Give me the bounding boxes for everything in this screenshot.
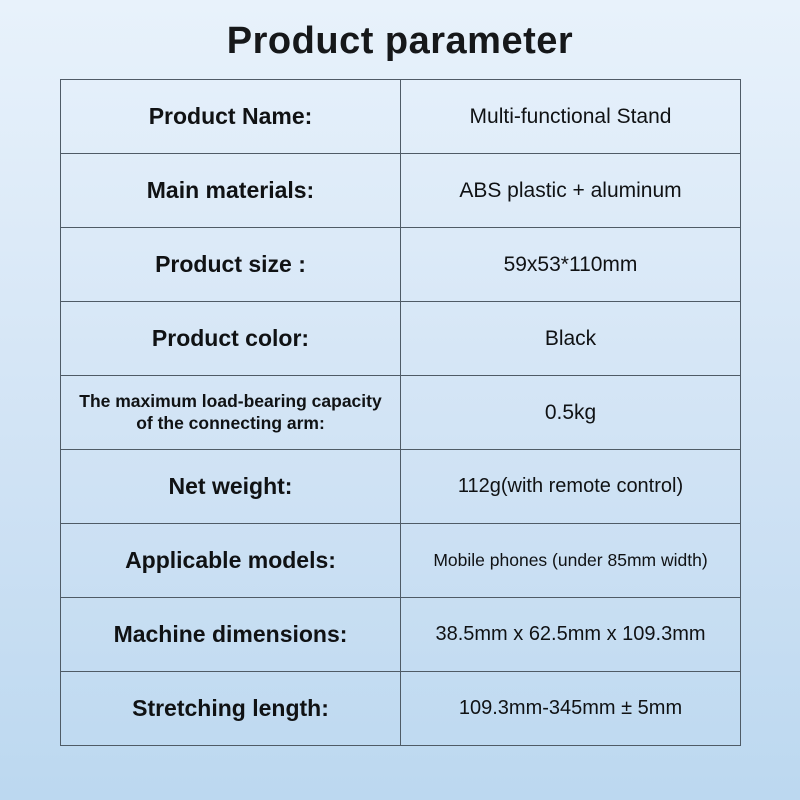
spec-label: Main materials: [61,154,401,228]
spec-value: 112g(with remote control) [401,450,741,524]
table-row [61,376,741,450]
spec-label: The maximum load-bearing capacity of the connecting arm: [61,376,401,450]
table-row [61,598,741,672]
spec-value: 38.5mm x 62.5mm x 109.3mm [401,598,741,672]
spec-value: 109.3mm-345mm ± 5mm [401,672,741,746]
spec-value: Mobile phones (under 85mm width) [401,524,741,598]
table-row [61,524,741,598]
spec-table [60,79,741,746]
spec-table-container [60,79,740,746]
page-title: Product parameter [226,20,574,62]
spec-label: Net weight: [61,450,401,524]
spec-label: Product color: [61,302,401,376]
spec-value: ABS plastic + aluminum [401,154,741,228]
spec-value: Multi-functional Stand [401,80,741,154]
spec-label: Stretching length: [61,672,401,746]
spec-value: 59x53*110mm [401,228,741,302]
table-row [61,450,741,524]
spec-value: Black [401,302,741,376]
spec-label: Machine dimensions: [61,598,401,672]
spec-label: Product Name: [61,80,401,154]
spec-label: Applicable models: [61,524,401,598]
table-row [61,302,741,376]
spec-value: 0.5kg [401,376,741,450]
table-row [61,154,741,228]
spec-label: Product size : [61,228,401,302]
table-row [61,228,741,302]
table-row [61,672,741,746]
table-row [61,80,741,154]
